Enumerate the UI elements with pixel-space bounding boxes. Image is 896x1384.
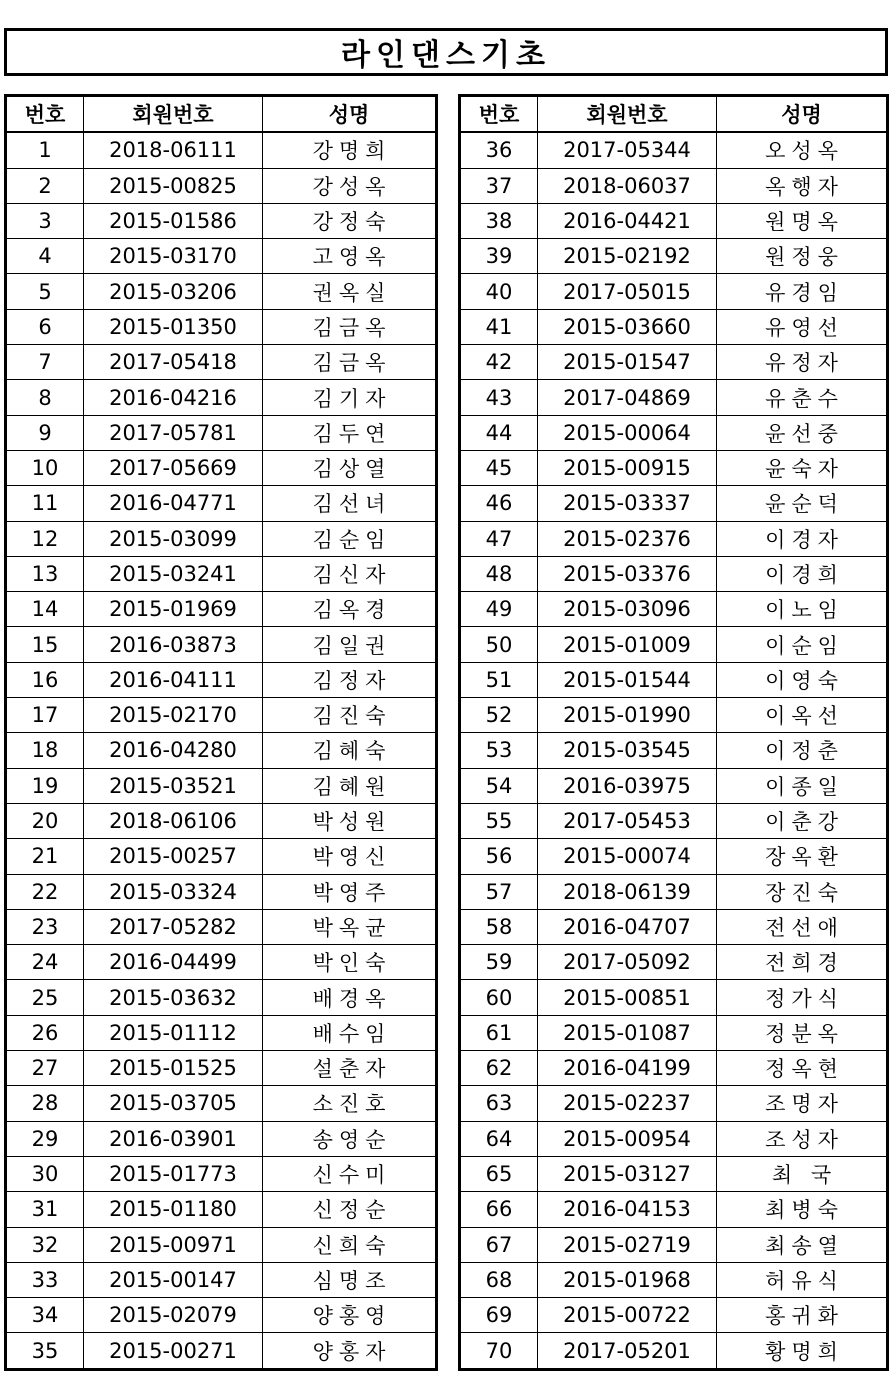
- header-row: [6, 96, 437, 133]
- row-name: 최송열: [717, 1227, 888, 1262]
- row-member-id: 2015-01087: [538, 1015, 717, 1050]
- row-member-id: 2015-01544: [538, 662, 717, 697]
- row-member-id: 2016-04707: [538, 909, 717, 944]
- row-number: 10: [6, 450, 84, 485]
- row-name: 최 국: [717, 1156, 888, 1191]
- row-number: 40: [460, 274, 538, 309]
- row-name: 장진숙: [717, 874, 888, 909]
- row-name: 설춘자: [263, 1051, 437, 1086]
- table-row: [6, 486, 437, 521]
- row-name: 조성자: [717, 1121, 888, 1156]
- row-name: 신희숙: [263, 1227, 437, 1262]
- table-row: [460, 521, 888, 556]
- row-name: 박영신: [263, 839, 437, 874]
- header-number: 번호: [6, 96, 84, 133]
- table-row: [460, 203, 888, 238]
- row-name: 김혜숙: [263, 733, 437, 768]
- row-number: 65: [460, 1156, 538, 1191]
- row-name: 유영선: [717, 309, 888, 344]
- table-row: [6, 803, 437, 838]
- table-row: [460, 132, 888, 168]
- table-row: [460, 1192, 888, 1227]
- row-member-id: 2016-03873: [84, 627, 263, 662]
- row-member-id: 2016-03901: [84, 1121, 263, 1156]
- row-number: 50: [460, 627, 538, 662]
- row-name: 최병숙: [717, 1192, 888, 1227]
- row-member-id: 2016-04499: [84, 945, 263, 980]
- row-member-id: 2015-00954: [538, 1121, 717, 1156]
- row-number: 6: [6, 309, 84, 344]
- table-row: [460, 662, 888, 697]
- row-member-id: 2015-00147: [84, 1262, 263, 1297]
- row-member-id: 2015-00971: [84, 1227, 263, 1262]
- row-name: 조명자: [717, 1086, 888, 1121]
- table-row: [6, 1192, 437, 1227]
- table-row: [6, 309, 437, 344]
- row-number: 54: [460, 768, 538, 803]
- row-name: 원명옥: [717, 203, 888, 238]
- row-name: 유정자: [717, 345, 888, 380]
- row-member-id: 2015-02376: [538, 521, 717, 556]
- header-name: 성명: [717, 96, 888, 133]
- header-member-id: 회원번호: [538, 96, 717, 133]
- row-number: 64: [460, 1121, 538, 1156]
- row-member-id: 2015-01112: [84, 1015, 263, 1050]
- row-number: 53: [460, 733, 538, 768]
- row-number: 4: [6, 239, 84, 274]
- row-member-id: 2015-01968: [538, 1262, 717, 1297]
- row-member-id: 2015-00915: [538, 450, 717, 485]
- row-name: 전선애: [717, 909, 888, 944]
- row-name: 김순임: [263, 521, 437, 556]
- row-name: 오성옥: [717, 132, 888, 168]
- row-member-id: 2015-02170: [84, 698, 263, 733]
- row-number: 68: [460, 1262, 538, 1297]
- row-member-id: 2017-05015: [538, 274, 717, 309]
- table-row: [460, 450, 888, 485]
- table-row: [6, 239, 437, 274]
- row-number: 32: [6, 1227, 84, 1262]
- row-number: 39: [460, 239, 538, 274]
- row-member-id: 2018-06139: [538, 874, 717, 909]
- row-number: 34: [6, 1298, 84, 1333]
- row-name: 김진숙: [263, 698, 437, 733]
- table-row: [6, 698, 437, 733]
- row-member-id: 2017-05418: [84, 345, 263, 380]
- row-member-id: 2017-05344: [538, 132, 717, 168]
- member-table-right: [458, 94, 889, 1371]
- row-member-id: 2015-03099: [84, 521, 263, 556]
- row-member-id: 2016-04111: [84, 662, 263, 697]
- row-number: 18: [6, 733, 84, 768]
- table-row: [460, 1333, 888, 1369]
- row-name: 김혜원: [263, 768, 437, 803]
- row-member-id: 2015-01350: [84, 309, 263, 344]
- row-member-id: 2017-05453: [538, 803, 717, 838]
- row-member-id: 2015-00271: [84, 1333, 263, 1369]
- row-member-id: 2017-05781: [84, 415, 263, 450]
- table-row: [460, 1298, 888, 1333]
- row-name: 김옥경: [263, 592, 437, 627]
- row-member-id: 2017-05201: [538, 1333, 717, 1369]
- row-number: 2: [6, 168, 84, 203]
- row-name: 전희경: [717, 945, 888, 980]
- row-name: 황명희: [717, 1333, 888, 1369]
- row-name: 권옥실: [263, 274, 437, 309]
- table-row: [6, 1156, 437, 1191]
- row-name: 이정춘: [717, 733, 888, 768]
- row-member-id: 2015-03206: [84, 274, 263, 309]
- row-number: 28: [6, 1086, 84, 1121]
- row-name: 유춘수: [717, 380, 888, 415]
- table-row: [460, 768, 888, 803]
- table-row: [460, 1086, 888, 1121]
- row-number: 25: [6, 980, 84, 1015]
- table-row: [460, 592, 888, 627]
- table-row: [6, 909, 437, 944]
- row-number: 45: [460, 450, 538, 485]
- row-name: 송영순: [263, 1121, 437, 1156]
- row-member-id: 2016-03975: [538, 768, 717, 803]
- row-name: 김두연: [263, 415, 437, 450]
- row-name: 배수임: [263, 1015, 437, 1050]
- row-name: 정옥현: [717, 1051, 888, 1086]
- row-name: 윤선중: [717, 415, 888, 450]
- row-name: 고영옥: [263, 239, 437, 274]
- row-name: 이옥선: [717, 698, 888, 733]
- row-name: 강명희: [263, 132, 437, 168]
- row-name: 박영주: [263, 874, 437, 909]
- table-row: [6, 1333, 437, 1369]
- row-number: 7: [6, 345, 84, 380]
- row-number: 60: [460, 980, 538, 1015]
- row-member-id: 2017-05282: [84, 909, 263, 944]
- row-number: 41: [460, 309, 538, 344]
- table-row: [460, 380, 888, 415]
- table-row: [460, 803, 888, 838]
- table-row: [460, 239, 888, 274]
- row-number: 67: [460, 1227, 538, 1262]
- row-number: 42: [460, 345, 538, 380]
- table-row: [6, 1051, 437, 1086]
- row-number: 23: [6, 909, 84, 944]
- row-number: 8: [6, 380, 84, 415]
- table-row: [6, 380, 437, 415]
- table-row: [6, 556, 437, 591]
- row-name: 신수미: [263, 1156, 437, 1191]
- table-row: [6, 945, 437, 980]
- row-member-id: 2015-03705: [84, 1086, 263, 1121]
- row-name: 이노임: [717, 592, 888, 627]
- table-row: [460, 274, 888, 309]
- row-number: 9: [6, 415, 84, 450]
- table-row: [460, 415, 888, 450]
- row-number: 11: [6, 486, 84, 521]
- row-member-id: 2017-05092: [538, 945, 717, 980]
- row-number: 43: [460, 380, 538, 415]
- table-row: [6, 980, 437, 1015]
- row-member-id: 2015-00064: [538, 415, 717, 450]
- row-number: 37: [460, 168, 538, 203]
- row-member-id: 2015-01586: [84, 203, 263, 238]
- table-row: [6, 1262, 437, 1297]
- row-number: 44: [460, 415, 538, 450]
- row-member-id: 2015-00851: [538, 980, 717, 1015]
- row-number: 66: [460, 1192, 538, 1227]
- row-number: 35: [6, 1333, 84, 1369]
- row-name: 강정숙: [263, 203, 437, 238]
- table-row: [460, 980, 888, 1015]
- row-member-id: 2015-01009: [538, 627, 717, 662]
- row-member-id: 2015-00257: [84, 839, 263, 874]
- table-row: [6, 521, 437, 556]
- row-number: 13: [6, 556, 84, 591]
- row-number: 48: [460, 556, 538, 591]
- row-name: 김금옥: [263, 309, 437, 344]
- table-row: [6, 1227, 437, 1262]
- row-number: 14: [6, 592, 84, 627]
- table-row: [460, 874, 888, 909]
- row-name: 김상열: [263, 450, 437, 485]
- row-number: 30: [6, 1156, 84, 1191]
- row-name: 이경자: [717, 521, 888, 556]
- row-member-id: 2015-03545: [538, 733, 717, 768]
- table-row: [6, 1298, 437, 1333]
- row-member-id: 2016-04153: [538, 1192, 717, 1227]
- row-name: 정가식: [717, 980, 888, 1015]
- row-name: 홍귀화: [717, 1298, 888, 1333]
- row-number: 12: [6, 521, 84, 556]
- row-member-id: 2015-03521: [84, 768, 263, 803]
- row-name: 정분옥: [717, 1015, 888, 1050]
- table-row: [6, 592, 437, 627]
- row-number: 24: [6, 945, 84, 980]
- row-name: 이영숙: [717, 662, 888, 697]
- row-name: 강성옥: [263, 168, 437, 203]
- table-row: [460, 556, 888, 591]
- row-number: 31: [6, 1192, 84, 1227]
- row-number: 27: [6, 1051, 84, 1086]
- table-row: [6, 345, 437, 380]
- row-number: 51: [460, 662, 538, 697]
- row-member-id: 2015-03170: [84, 239, 263, 274]
- row-name: 이순임: [717, 627, 888, 662]
- header-name: 성명: [263, 96, 437, 133]
- row-number: 55: [460, 803, 538, 838]
- row-member-id: 2015-03376: [538, 556, 717, 591]
- table-row: [460, 698, 888, 733]
- row-name: 김일권: [263, 627, 437, 662]
- row-member-id: 2016-04199: [538, 1051, 717, 1086]
- row-member-id: 2015-00074: [538, 839, 717, 874]
- table-row: [460, 168, 888, 203]
- row-number: 58: [460, 909, 538, 944]
- row-member-id: 2015-03241: [84, 556, 263, 591]
- header-number: 번호: [460, 96, 538, 133]
- table-row: [460, 1227, 888, 1262]
- table-row: [6, 1121, 437, 1156]
- row-member-id: 2015-00722: [538, 1298, 717, 1333]
- row-member-id: 2015-01969: [84, 592, 263, 627]
- table-row: [6, 274, 437, 309]
- row-number: 52: [460, 698, 538, 733]
- row-number: 5: [6, 274, 84, 309]
- row-number: 49: [460, 592, 538, 627]
- row-name: 소진호: [263, 1086, 437, 1121]
- table-row: [460, 309, 888, 344]
- table-row: [6, 1015, 437, 1050]
- row-member-id: 2015-03337: [538, 486, 717, 521]
- row-member-id: 2015-02192: [538, 239, 717, 274]
- row-member-id: 2015-01990: [538, 698, 717, 733]
- row-name: 윤숙자: [717, 450, 888, 485]
- row-number: 57: [460, 874, 538, 909]
- table-row: [6, 1086, 437, 1121]
- row-number: 69: [460, 1298, 538, 1333]
- row-name: 양홍영: [263, 1298, 437, 1333]
- row-number: 15: [6, 627, 84, 662]
- row-member-id: 2017-05669: [84, 450, 263, 485]
- row-name: 이춘강: [717, 803, 888, 838]
- row-name: 신정순: [263, 1192, 437, 1227]
- table-row: [460, 909, 888, 944]
- row-member-id: 2015-03127: [538, 1156, 717, 1191]
- row-member-id: 2016-04421: [538, 203, 717, 238]
- row-member-id: 2017-04869: [538, 380, 717, 415]
- row-member-id: 2018-06037: [538, 168, 717, 203]
- table-row: [460, 1121, 888, 1156]
- row-member-id: 2015-02079: [84, 1298, 263, 1333]
- row-name: 이경희: [717, 556, 888, 591]
- row-number: 62: [460, 1051, 538, 1086]
- table-row: [6, 662, 437, 697]
- row-name: 양홍자: [263, 1333, 437, 1369]
- row-name: 김신자: [263, 556, 437, 591]
- row-member-id: 2015-01180: [84, 1192, 263, 1227]
- row-name: 배경옥: [263, 980, 437, 1015]
- row-name: 김선녀: [263, 486, 437, 521]
- row-name: 심명조: [263, 1262, 437, 1297]
- row-number: 56: [460, 839, 538, 874]
- row-name: 김정자: [263, 662, 437, 697]
- header-row: [460, 96, 888, 133]
- row-number: 61: [460, 1015, 538, 1050]
- row-member-id: 2018-06106: [84, 803, 263, 838]
- row-name: 박옥균: [263, 909, 437, 944]
- table-row: [460, 945, 888, 980]
- table-row: [6, 874, 437, 909]
- row-number: 26: [6, 1015, 84, 1050]
- row-name: 유경임: [717, 274, 888, 309]
- table-row: [6, 768, 437, 803]
- row-number: 29: [6, 1121, 84, 1156]
- row-number: 63: [460, 1086, 538, 1121]
- table-row: [6, 450, 437, 485]
- row-name: 장옥환: [717, 839, 888, 874]
- table-row: [6, 415, 437, 450]
- table-row: [6, 168, 437, 203]
- row-member-id: 2018-06111: [84, 132, 263, 168]
- row-member-id: 2016-04771: [84, 486, 263, 521]
- row-number: 19: [6, 768, 84, 803]
- table-row: [6, 627, 437, 662]
- table-row: [6, 733, 437, 768]
- row-member-id: 2015-00825: [84, 168, 263, 203]
- table-row: [6, 203, 437, 238]
- row-member-id: 2015-01773: [84, 1156, 263, 1191]
- row-number: 70: [460, 1333, 538, 1369]
- row-name: 원정웅: [717, 239, 888, 274]
- row-number: 59: [460, 945, 538, 980]
- row-number: 16: [6, 662, 84, 697]
- row-number: 36: [460, 132, 538, 168]
- row-member-id: 2015-02719: [538, 1227, 717, 1262]
- table-row: [460, 1051, 888, 1086]
- row-member-id: 2016-04280: [84, 733, 263, 768]
- table-row: [460, 345, 888, 380]
- row-name: 옥행자: [717, 168, 888, 203]
- row-number: 3: [6, 203, 84, 238]
- table-row: [460, 839, 888, 874]
- table-row: [460, 627, 888, 662]
- row-number: 47: [460, 521, 538, 556]
- row-member-id: 2015-01525: [84, 1051, 263, 1086]
- table-row: [460, 1262, 888, 1297]
- row-name: 박인숙: [263, 945, 437, 980]
- row-number: 22: [6, 874, 84, 909]
- table-row: [6, 839, 437, 874]
- row-name: 김기자: [263, 380, 437, 415]
- table-row: [460, 1015, 888, 1050]
- row-member-id: 2015-03632: [84, 980, 263, 1015]
- row-member-id: 2015-03096: [538, 592, 717, 627]
- row-number: 17: [6, 698, 84, 733]
- row-member-id: 2016-04216: [84, 380, 263, 415]
- row-name: 이종일: [717, 768, 888, 803]
- page-title: 라인댄스기초: [4, 28, 888, 76]
- row-member-id: 2015-03660: [538, 309, 717, 344]
- row-name: 박성원: [263, 803, 437, 838]
- row-member-id: 2015-01547: [538, 345, 717, 380]
- row-name: 허유식: [717, 1262, 888, 1297]
- row-number: 21: [6, 839, 84, 874]
- row-number: 1: [6, 132, 84, 168]
- row-member-id: 2015-03324: [84, 874, 263, 909]
- row-name: 윤순덕: [717, 486, 888, 521]
- row-number: 20: [6, 803, 84, 838]
- table-row: [460, 733, 888, 768]
- row-name: 김금옥: [263, 345, 437, 380]
- header-member-id: 회원번호: [84, 96, 263, 133]
- row-number: 33: [6, 1262, 84, 1297]
- table-row: [460, 486, 888, 521]
- table-row: [460, 1156, 888, 1191]
- table-row: [6, 132, 437, 168]
- member-table-left: [4, 94, 438, 1371]
- row-number: 46: [460, 486, 538, 521]
- row-member-id: 2015-02237: [538, 1086, 717, 1121]
- row-number: 38: [460, 203, 538, 238]
